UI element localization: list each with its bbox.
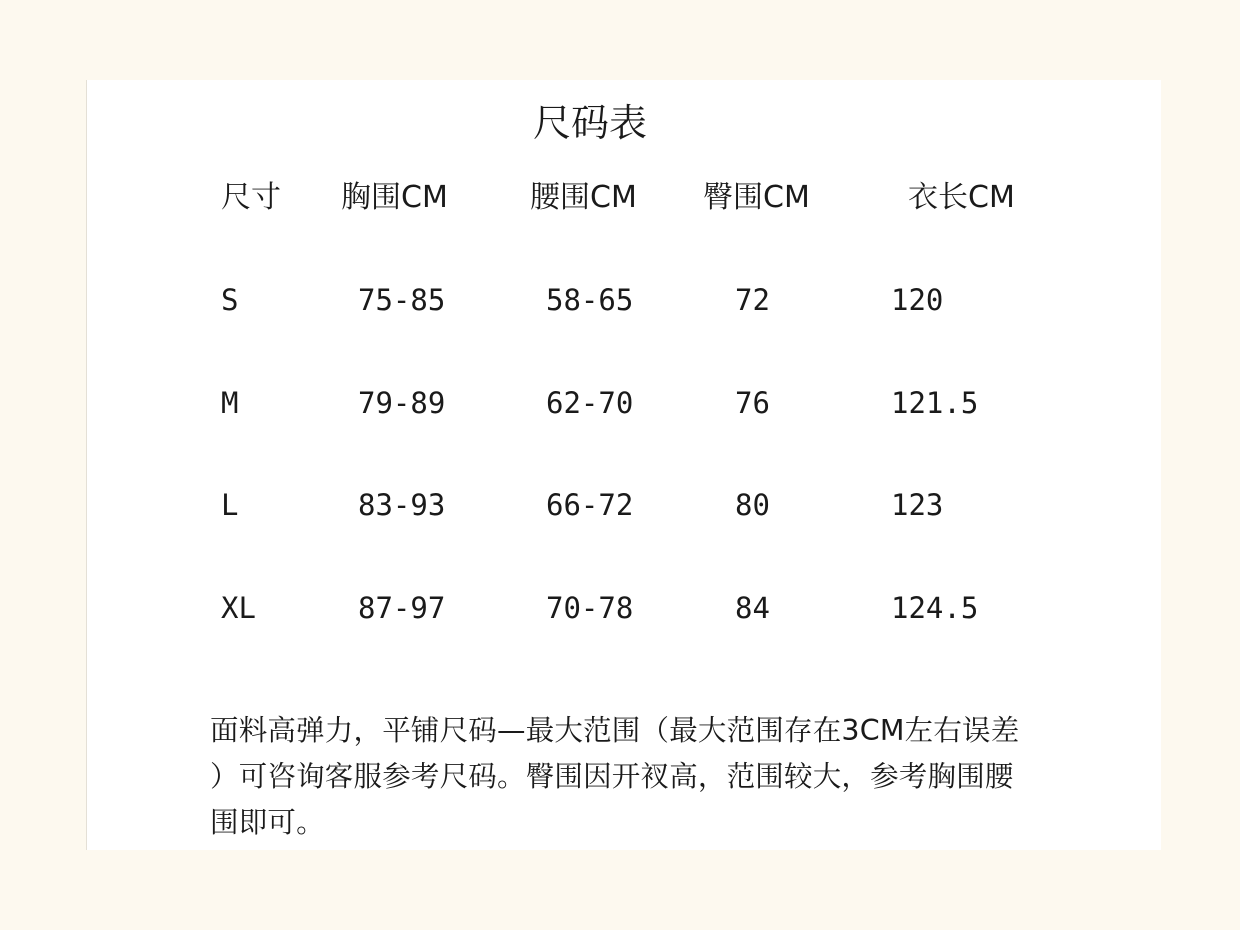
cell-size: XL	[221, 591, 256, 625]
cell-size: M	[221, 386, 239, 420]
cell-chest: 83-93	[358, 488, 446, 522]
header-waist: 腰围CM	[530, 180, 637, 215]
fabric-note	[210, 708, 1090, 846]
cell-waist: 66-72	[546, 488, 634, 522]
cell-waist: 70-78	[546, 591, 634, 625]
cell-hip: 84	[735, 591, 770, 625]
header-chest: 胸围CM	[341, 180, 448, 215]
cell-waist: 58-65	[546, 283, 634, 317]
cell-size: S	[221, 283, 239, 317]
header-length: 衣长CM	[908, 180, 1015, 215]
cell-size: L	[221, 488, 239, 522]
cell-chest: 79-89	[358, 386, 446, 420]
header-hip: 臀围CM	[703, 180, 810, 215]
note-line: ）可咨询客服参考尺码。臀围因开衩高，范围较大，参考胸围腰	[210, 760, 1014, 793]
cell-hip: 72	[735, 283, 770, 317]
note-line: 面料高弹力，平铺尺码—最大范围（最大范围存在3CM左右误差	[210, 714, 1020, 747]
cell-length: 124.5	[891, 591, 979, 625]
cell-length: 120	[891, 283, 944, 317]
cell-hip: 80	[735, 488, 770, 522]
note-line: 围即可。	[210, 806, 325, 839]
cell-chest: 75-85	[358, 283, 446, 317]
cell-length: 123	[891, 488, 944, 522]
page-title: 尺码表	[532, 101, 647, 145]
cell-length: 121.5	[891, 386, 979, 420]
cell-chest: 87-97	[358, 591, 446, 625]
header-size: 尺寸	[221, 180, 281, 215]
cell-hip: 76	[735, 386, 770, 420]
cell-waist: 62-70	[546, 386, 634, 420]
